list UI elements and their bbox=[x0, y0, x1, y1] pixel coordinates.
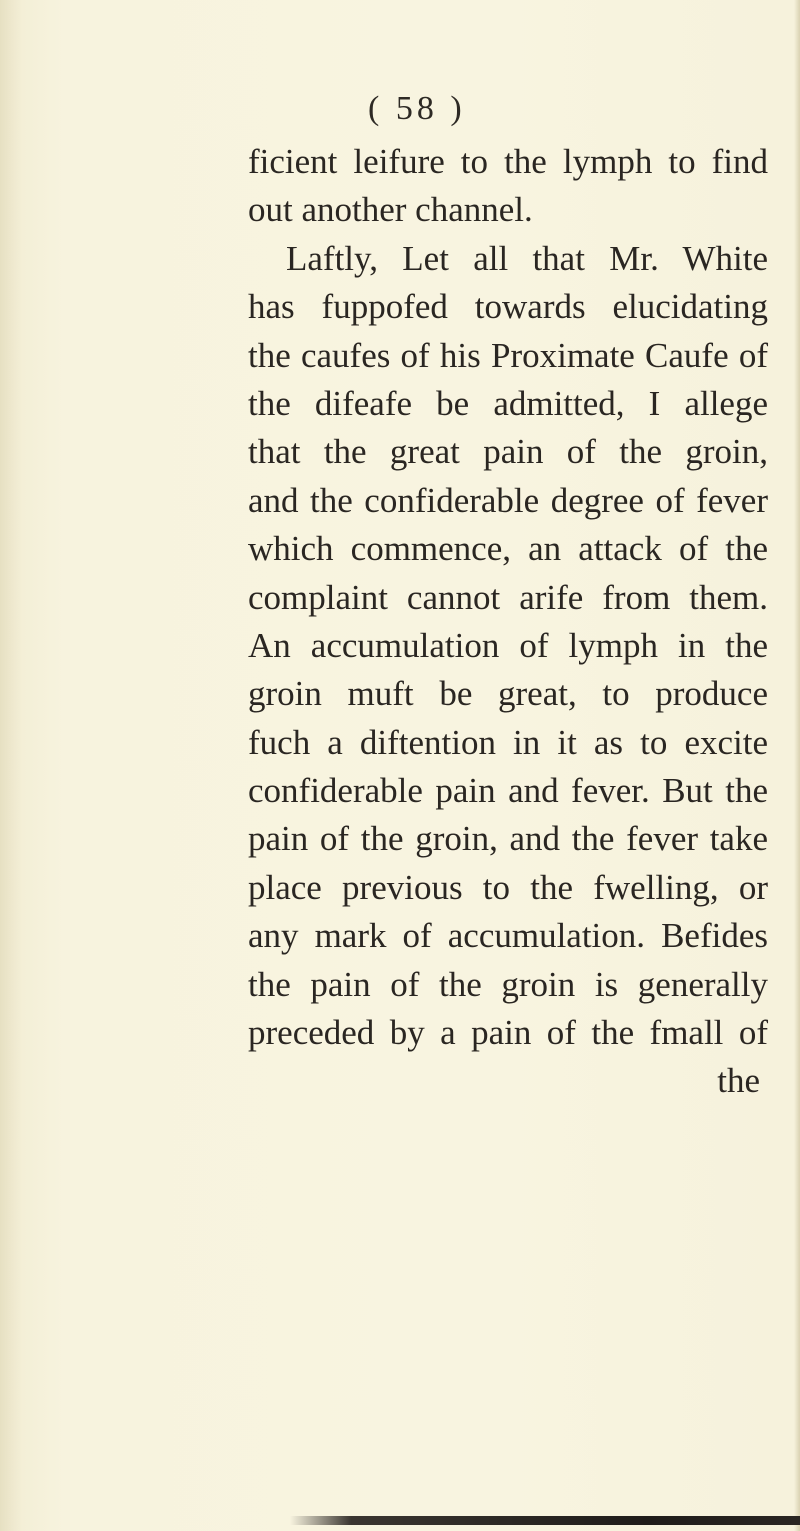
text-line: has fuppofed towards elucidating bbox=[248, 287, 768, 327]
catchword: the bbox=[717, 1061, 760, 1101]
text-line: groin muft be great, to produce bbox=[248, 674, 768, 714]
text-line: which commence, an attack of the bbox=[248, 529, 768, 569]
text-line: pain of the groin, and the fever take bbox=[248, 819, 768, 859]
text-line: Laftly, Let all that Mr. White bbox=[286, 238, 768, 278]
text-line: the difeafe be admitted, I allege bbox=[248, 383, 768, 423]
text-line: that the great pain of the groin, bbox=[248, 432, 768, 472]
text-line: and the confiderable degree of fever bbox=[248, 480, 768, 520]
text-line: any mark of accumulation. Befides bbox=[248, 916, 768, 956]
text-line: ficient leifure to the lymph to find bbox=[248, 142, 768, 181]
text-line: the pain of the groin is generally bbox=[248, 964, 768, 1004]
text-line: An accumulation of lymph in the bbox=[248, 625, 768, 665]
text-line: complaint cannot arife from them. bbox=[248, 577, 768, 617]
page-number: ( 58 ) bbox=[368, 90, 466, 127]
text-line: the caufes of his Proximate Caufe of bbox=[248, 335, 768, 375]
text-line: out another channel. bbox=[248, 190, 533, 230]
page-gutter-shadow bbox=[0, 0, 22, 1531]
text-line: confiderable pain and fever. But the bbox=[248, 771, 768, 811]
text-line: place previous to the fwelling, or bbox=[248, 867, 768, 907]
text-line: preceded by a pain of the fmall of bbox=[248, 1013, 768, 1053]
text-line: fuch a diftention in it as to excite bbox=[248, 722, 768, 762]
page-edge-shadow bbox=[794, 0, 800, 1531]
bottom-edge-shadow bbox=[290, 1516, 800, 1525]
body-text bbox=[248, 138, 768, 1106]
